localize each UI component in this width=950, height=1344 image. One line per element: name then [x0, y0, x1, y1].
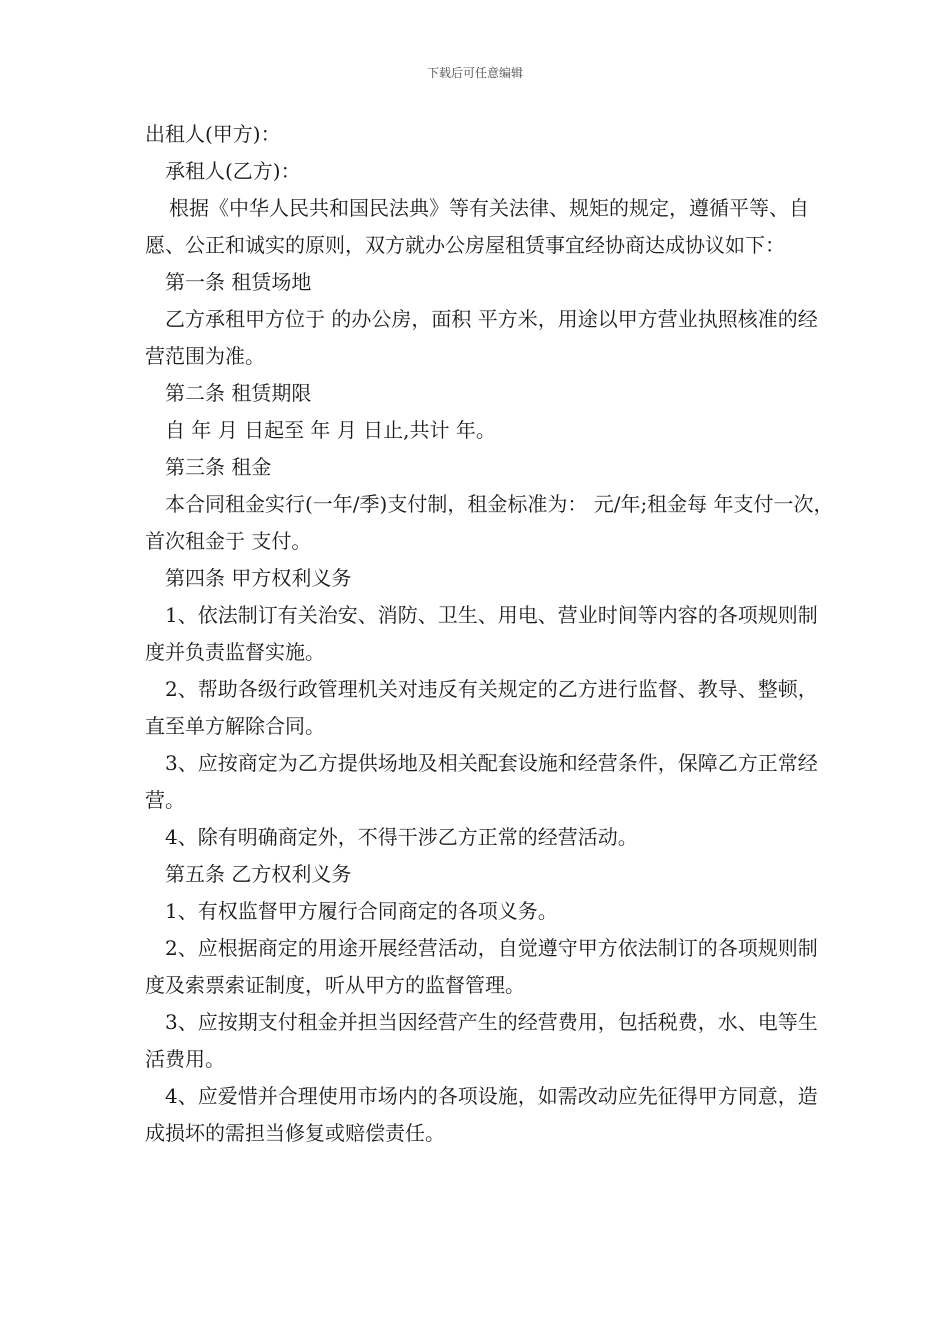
preamble-paragraph: 根据《中华人民共和国民法典》等有关法律、规矩的规定，遵循平等、自愿、公正和诚实的原则，双方就办公房屋租赁事宜经协商达成协议如下： — [145, 196, 809, 257]
article-5-heading: 第五条 乙方权利义务 — [165, 862, 352, 886]
article-4-item-2: 2、帮助各级行政管理机关对违反有关规定的乙方进行监督、教导、整顿，直至单方解除合同。 — [145, 677, 818, 738]
article-4-item-3: 3、应按商定为乙方提供场地及相关配套设施和经营条件，保障乙方正常经营。 — [145, 751, 818, 812]
article-3-heading: 第三条 租金 — [165, 455, 272, 479]
article-4-heading: 第四条 甲方权利义务 — [165, 566, 352, 590]
article-5-item-2: 2、应根据商定的用途开展经营活动，自觉遵守甲方依法制订的各项规则制度及索票索证制度，听从甲方的监督管理。 — [145, 936, 818, 997]
document-body — [145, 116, 835, 1152]
article-1-heading: 第一条 租赁场地 — [165, 270, 312, 294]
page-header: 下载后可任意编辑 — [426, 66, 523, 80]
article-5-item-4: 4、应爱惜并合理使用市场内的各项设施，如需改动应先征得甲方同意，造成损坏的需担当修复或赔偿责任。 — [145, 1084, 818, 1145]
article-1-body: 乙方承租甲方位于 的办公房，面积 平方米，用途以甲方营业执照核准的经营范围为准。 — [145, 307, 818, 368]
article-4-item-1: 1、依法制订有关治安、消防、卫生、用电、营业时间等内容的各项规则制度并负责监督实施。 — [145, 603, 818, 664]
lessor-line: 出租人(甲方)： — [145, 122, 281, 146]
lessee-line: 承租人(乙方)： — [165, 159, 301, 183]
article-3-body: 本合同租金实行(一年/季)支付制，租金标准为： 元/年;租金每 年支付一次，首次租金于 支付。 — [145, 492, 834, 553]
article-4-item-4: 4、除有明确商定外，不得干涉乙方正常的经营活动。 — [165, 825, 638, 849]
article-5-item-1: 1、有权监督甲方履行合同商定的各项义务。 — [165, 899, 558, 923]
article-2-body: 自 年 月 日起至 年 月 日止,共计 年。 — [165, 418, 496, 442]
article-5-item-3: 3、应按期支付租金并担当因经营产生的经营费用，包括税费，水、电等生活费用。 — [145, 1010, 818, 1071]
article-2-heading: 第二条 租赁期限 — [165, 381, 312, 405]
